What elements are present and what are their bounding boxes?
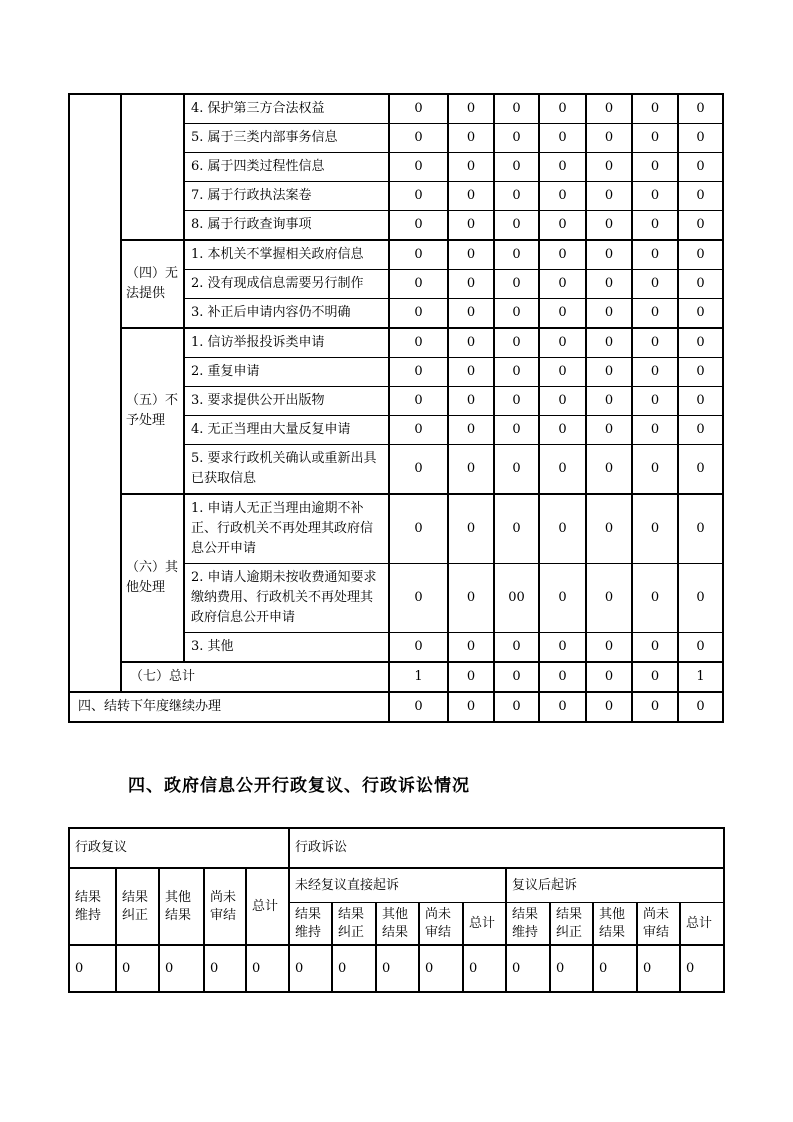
value-cell: 0 bbox=[678, 445, 723, 495]
value-cell: 0 bbox=[586, 240, 632, 270]
row-label: 5. 属于三类内部事务信息 bbox=[184, 124, 389, 153]
value-cell: 0 bbox=[550, 945, 593, 992]
value-cell: 0 bbox=[448, 270, 494, 299]
value-cell: 0 bbox=[539, 494, 586, 564]
column-header: 结果纠正 bbox=[116, 868, 159, 945]
value-cell: 0 bbox=[448, 633, 494, 663]
value-cell: 0 bbox=[494, 299, 539, 329]
value-cell: 0 bbox=[389, 445, 448, 495]
value-cell: 0 bbox=[586, 358, 632, 387]
value-cell: 0 bbox=[448, 445, 494, 495]
value-cell: 0 bbox=[494, 633, 539, 663]
value-cell: 0 bbox=[678, 182, 723, 211]
value-cell: 0 bbox=[680, 945, 724, 992]
value-cell: 0 bbox=[69, 945, 116, 992]
value-cell: 0 bbox=[539, 358, 586, 387]
value-cell: 0 bbox=[494, 387, 539, 416]
value-cell: 0 bbox=[632, 494, 678, 564]
row-label: 2. 重复申请 bbox=[184, 358, 389, 387]
row-label: 6. 属于四类过程性信息 bbox=[184, 153, 389, 182]
total-row bbox=[69, 662, 723, 692]
disposal-results-table bbox=[68, 93, 724, 723]
value-cell: 0 bbox=[678, 328, 723, 358]
value-cell: 0 bbox=[678, 416, 723, 445]
column-header: 结果维持 bbox=[506, 903, 550, 946]
value-cell: 0 bbox=[389, 94, 448, 124]
value-cell: 0 bbox=[632, 445, 678, 495]
value-cell: 0 bbox=[678, 692, 723, 722]
value-cell: 0 bbox=[586, 692, 632, 722]
value-cell: 0 bbox=[678, 494, 723, 564]
value-cell: 0 bbox=[539, 182, 586, 211]
value-cell: 0 bbox=[389, 124, 448, 153]
column-header: 其他结果 bbox=[593, 903, 637, 946]
category-cell: （六）其他处理 bbox=[121, 494, 184, 662]
value-cell: 0 bbox=[678, 564, 723, 633]
value-cell: 0 bbox=[389, 182, 448, 211]
value-cell: 0 bbox=[678, 211, 723, 241]
value-cell: 0 bbox=[637, 945, 680, 992]
value-cell: 0 bbox=[632, 211, 678, 241]
value-cell: 0 bbox=[678, 299, 723, 329]
value-cell: 0 bbox=[539, 124, 586, 153]
value-cell: 0 bbox=[494, 328, 539, 358]
value-cell: 0 bbox=[539, 94, 586, 124]
column-header: 总计 bbox=[246, 868, 289, 945]
column-header: 其他结果 bbox=[159, 868, 204, 945]
value-cell: 0 bbox=[632, 94, 678, 124]
value-cell: 0 bbox=[494, 445, 539, 495]
value-cell: 0 bbox=[494, 692, 539, 722]
column-header: 总计 bbox=[463, 903, 506, 946]
column-header: 结果维持 bbox=[289, 903, 332, 946]
value-cell: 0 bbox=[586, 270, 632, 299]
value-cell: 0 bbox=[678, 153, 723, 182]
value-cell: 0 bbox=[678, 633, 723, 663]
value-cell: 1 bbox=[389, 662, 448, 692]
value-cell: 0 bbox=[448, 387, 494, 416]
category-cell: （五）不予处理 bbox=[121, 328, 184, 494]
value-cell: 0 bbox=[389, 387, 448, 416]
value-cell: 0 bbox=[539, 328, 586, 358]
review-litigation-head bbox=[69, 828, 724, 945]
value-cell: 0 bbox=[539, 633, 586, 663]
value-cell: 0 bbox=[389, 416, 448, 445]
value-cell: 0 bbox=[419, 945, 463, 992]
row-label: 4. 无正当理由大量反复申请 bbox=[184, 416, 389, 445]
value-cell: 0 bbox=[632, 387, 678, 416]
value-cell: 0 bbox=[539, 240, 586, 270]
value-cell: 0 bbox=[586, 299, 632, 329]
value-cell: 0 bbox=[494, 494, 539, 564]
left-merged-cell bbox=[69, 94, 121, 692]
value-cell: 0 bbox=[389, 328, 448, 358]
value-cell: 0 bbox=[678, 270, 723, 299]
value-cell: 0 bbox=[539, 153, 586, 182]
value-cell: 0 bbox=[389, 494, 448, 564]
value-cell: 0 bbox=[586, 445, 632, 495]
value-cell: 0 bbox=[632, 416, 678, 445]
value-cell: 0 bbox=[494, 94, 539, 124]
column-header: 尚未审结 bbox=[204, 868, 246, 945]
row-label: 3. 要求提供公开出版物 bbox=[184, 387, 389, 416]
value-cell: 0 bbox=[632, 124, 678, 153]
value-cell: 0 bbox=[389, 633, 448, 663]
value-cell: 0 bbox=[204, 945, 246, 992]
value-cell: 0 bbox=[494, 358, 539, 387]
value-cell: 0 bbox=[678, 124, 723, 153]
value-cell: 0 bbox=[586, 124, 632, 153]
value-cell: 0 bbox=[448, 564, 494, 633]
table-row bbox=[69, 494, 723, 564]
column-header: 结果纠正 bbox=[332, 903, 376, 946]
data-row bbox=[69, 945, 724, 992]
value-cell: 0 bbox=[448, 662, 494, 692]
value-cell: 0 bbox=[539, 387, 586, 416]
column-header: 尚未审结 bbox=[637, 903, 680, 946]
value-cell: 0 bbox=[586, 328, 632, 358]
value-cell: 0 bbox=[632, 240, 678, 270]
value-cell: 0 bbox=[463, 945, 506, 992]
value-cell: 0 bbox=[494, 211, 539, 241]
value-cell: 0 bbox=[448, 416, 494, 445]
value-cell: 00 bbox=[494, 564, 539, 633]
litigation-header: 行政诉讼 bbox=[289, 828, 724, 868]
litigation-subgroup-header: 未经复议直接起诉 bbox=[289, 868, 506, 903]
table-row bbox=[69, 240, 723, 270]
column-header: 其他结果 bbox=[376, 903, 419, 946]
value-cell: 0 bbox=[389, 358, 448, 387]
row-label: 1. 信访举报投诉类申请 bbox=[184, 328, 389, 358]
value-cell: 0 bbox=[539, 299, 586, 329]
value-cell: 0 bbox=[389, 270, 448, 299]
value-cell: 0 bbox=[539, 445, 586, 495]
value-cell: 0 bbox=[632, 182, 678, 211]
column-header: 结果维持 bbox=[69, 868, 116, 945]
value-cell: 0 bbox=[539, 270, 586, 299]
row-label: 2. 申请人逾期未按收费通知要求缴纳费用、行政机关不再处理其政府信息公开申请 bbox=[184, 564, 389, 633]
section-heading: 四、政府信息公开行政复议、行政诉讼情况 bbox=[128, 776, 470, 796]
litigation-subgroup-header: 复议后起诉 bbox=[506, 868, 724, 903]
value-cell: 0 bbox=[586, 94, 632, 124]
value-cell: 0 bbox=[539, 564, 586, 633]
value-cell: 0 bbox=[586, 182, 632, 211]
value-cell: 0 bbox=[586, 494, 632, 564]
value-cell: 0 bbox=[389, 564, 448, 633]
value-cell: 0 bbox=[586, 564, 632, 633]
disposal-results-body bbox=[69, 94, 723, 722]
carryover-row bbox=[69, 692, 723, 722]
row-label: 1. 本机关不掌握相关政府信息 bbox=[184, 240, 389, 270]
value-cell: 1 bbox=[678, 662, 723, 692]
value-cell: 0 bbox=[246, 945, 289, 992]
value-cell: 0 bbox=[116, 945, 159, 992]
column-header: 尚未审结 bbox=[419, 903, 463, 946]
value-cell: 0 bbox=[389, 299, 448, 329]
value-cell: 0 bbox=[448, 211, 494, 241]
value-cell: 0 bbox=[332, 945, 376, 992]
value-cell: 0 bbox=[586, 416, 632, 445]
value-cell: 0 bbox=[494, 270, 539, 299]
value-cell: 0 bbox=[632, 692, 678, 722]
row-label: 7. 属于行政执法案卷 bbox=[184, 182, 389, 211]
reconsideration-header: 行政复议 bbox=[69, 828, 289, 868]
column-header: 总计 bbox=[680, 903, 724, 946]
total-label: （七）总计 bbox=[121, 662, 389, 692]
row-label: 3. 其他 bbox=[184, 633, 389, 663]
value-cell: 0 bbox=[448, 358, 494, 387]
column-header: 结果纠正 bbox=[550, 903, 593, 946]
value-cell: 0 bbox=[448, 240, 494, 270]
value-cell: 0 bbox=[678, 94, 723, 124]
value-cell: 0 bbox=[632, 662, 678, 692]
table-row bbox=[69, 828, 724, 868]
value-cell: 0 bbox=[494, 416, 539, 445]
review-litigation-table bbox=[68, 827, 725, 993]
category-cell bbox=[121, 94, 184, 240]
row-label: 1. 申请人无正当理由逾期不补正、行政机关不再处理其政府信息公开申请 bbox=[184, 494, 389, 564]
value-cell: 0 bbox=[593, 945, 637, 992]
row-label: 3. 补正后申请内容仍不明确 bbox=[184, 299, 389, 329]
table-row bbox=[69, 868, 724, 903]
value-cell: 0 bbox=[448, 94, 494, 124]
value-cell: 0 bbox=[678, 358, 723, 387]
carryover-label: 四、结转下年度继续办理 bbox=[69, 692, 389, 722]
value-cell: 0 bbox=[389, 153, 448, 182]
value-cell: 0 bbox=[632, 564, 678, 633]
value-cell: 0 bbox=[448, 494, 494, 564]
row-label: 5. 要求行政机关确认或重新出具已获取信息 bbox=[184, 445, 389, 495]
value-cell: 0 bbox=[539, 692, 586, 722]
review-litigation-body bbox=[69, 945, 724, 992]
table-row bbox=[69, 94, 723, 124]
row-label: 8. 属于行政查询事项 bbox=[184, 211, 389, 241]
value-cell: 0 bbox=[376, 945, 419, 992]
value-cell: 0 bbox=[632, 299, 678, 329]
value-cell: 0 bbox=[539, 416, 586, 445]
value-cell: 0 bbox=[586, 211, 632, 241]
row-label: 2. 没有现成信息需要另行制作 bbox=[184, 270, 389, 299]
value-cell: 0 bbox=[678, 240, 723, 270]
category-cell: （四）无法提供 bbox=[121, 240, 184, 328]
value-cell: 0 bbox=[506, 945, 550, 992]
value-cell: 0 bbox=[389, 240, 448, 270]
value-cell: 0 bbox=[448, 153, 494, 182]
value-cell: 0 bbox=[494, 240, 539, 270]
value-cell: 0 bbox=[448, 182, 494, 211]
value-cell: 0 bbox=[448, 328, 494, 358]
value-cell: 0 bbox=[678, 387, 723, 416]
value-cell: 0 bbox=[632, 633, 678, 663]
value-cell: 0 bbox=[494, 662, 539, 692]
value-cell: 0 bbox=[448, 692, 494, 722]
value-cell: 0 bbox=[632, 153, 678, 182]
value-cell: 0 bbox=[632, 358, 678, 387]
value-cell: 0 bbox=[494, 153, 539, 182]
value-cell: 0 bbox=[632, 328, 678, 358]
value-cell: 0 bbox=[586, 662, 632, 692]
row-label: 4. 保护第三方合法权益 bbox=[184, 94, 389, 124]
value-cell: 0 bbox=[539, 662, 586, 692]
value-cell: 0 bbox=[289, 945, 332, 992]
value-cell: 0 bbox=[494, 182, 539, 211]
value-cell: 0 bbox=[494, 124, 539, 153]
value-cell: 0 bbox=[448, 299, 494, 329]
table-row bbox=[69, 328, 723, 358]
value-cell: 0 bbox=[159, 945, 204, 992]
value-cell: 0 bbox=[586, 387, 632, 416]
value-cell: 0 bbox=[632, 270, 678, 299]
value-cell: 0 bbox=[539, 211, 586, 241]
value-cell: 0 bbox=[586, 633, 632, 663]
value-cell: 0 bbox=[586, 153, 632, 182]
value-cell: 0 bbox=[389, 211, 448, 241]
value-cell: 0 bbox=[389, 692, 448, 722]
value-cell: 0 bbox=[448, 124, 494, 153]
